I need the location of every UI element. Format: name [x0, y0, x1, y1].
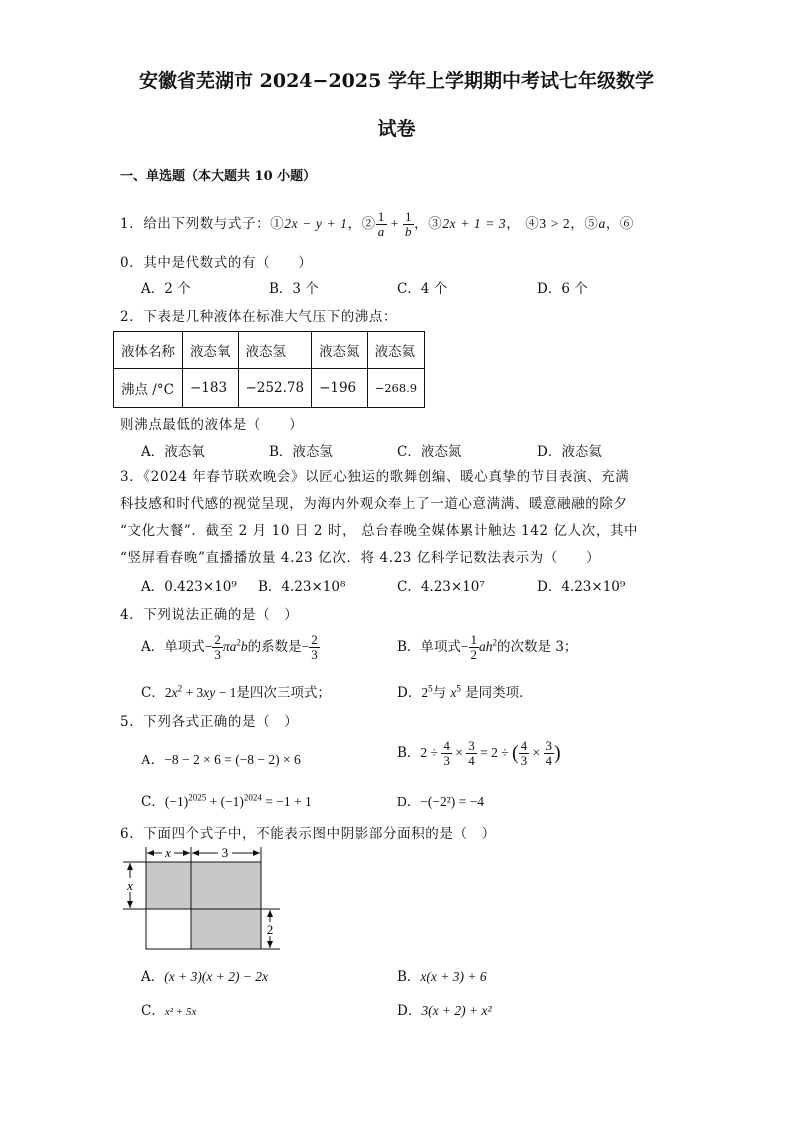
unshaded-region	[146, 909, 191, 949]
table-cell: −268.9	[367, 369, 425, 408]
table-row	[114, 369, 425, 408]
shaded-top-region	[146, 862, 261, 909]
fraction-1-over-a: $\frac{1}{a}$	[377, 209, 385, 239]
table-header-cell: 液态氢	[238, 332, 312, 369]
section-heading: 一、单选题（本大题共 10 小题）	[120, 169, 317, 184]
fraction-1-over-b: $\frac{1}{b}$	[405, 209, 413, 239]
question-1-stem-cont: 0．其中是代数式的有（ ）	[120, 255, 313, 271]
table-row	[114, 332, 425, 369]
question-3-line3: “文化大餐”．截至 2 月 10 日 2 时， 总台春晚全媒体累计触达 142 亿人次，其中	[120, 523, 639, 539]
q2-option-a[interactable]: A．液态氧	[141, 444, 205, 460]
q5-option-d[interactable]: D．−(−2²) = −4	[397, 794, 484, 809]
q5-option-a[interactable]: A．−8 − 2 × 6 = (−8 − 2) × 6	[141, 752, 301, 767]
q6-option-a[interactable]: A．(x + 3)(x + 2) − 2x	[141, 969, 269, 985]
question-3-line1: 3．《2024 年春节联欢晚会》以匠心独运的歌舞创编、暖心真挚的节目表演、充满	[120, 469, 630, 485]
question-2-ask: 则沸点最低的液体是（ ）	[120, 417, 304, 433]
q6-option-d[interactable]: D．3(x + 2) + x²	[397, 1003, 492, 1019]
top-x-label: x	[165, 845, 171, 860]
q1-option-c[interactable]: C．4 个	[397, 281, 448, 297]
table-cell: −252.78	[238, 369, 312, 408]
table-header-cell: 液体名称	[114, 332, 183, 369]
question-5-stem: 5．下列各式正确的是（ ）	[120, 714, 299, 730]
q1-option-d[interactable]: D．6 个	[537, 281, 588, 297]
top-3-label: 3	[221, 845, 229, 860]
q3-option-a[interactable]: A．0.423×10⁹	[141, 579, 237, 595]
q2-option-d[interactable]: D．液态氦	[537, 444, 602, 460]
left-x-label: x	[127, 878, 133, 893]
question-4-stem: 4．下列说法正确的是（ ）	[120, 607, 299, 623]
q3-option-c[interactable]: C．4.23×10⁷	[397, 579, 485, 595]
table-header-cell: 液态氦	[367, 332, 425, 369]
table-cell: −196	[312, 369, 368, 408]
q5-option-c[interactable]: C．$(-1)^{2025} + (-1)^{2024} = -1 + 1$	[141, 792, 312, 810]
q2-option-b[interactable]: B．液态氢	[269, 444, 333, 460]
q2-option-c[interactable]: C．液态氮	[397, 444, 462, 460]
question-3-line4: “竖屏看春晚”直播播放量 4.23 亿次．将 4.23 亿科学记数法表示为（ ）	[120, 550, 601, 566]
q4-option-c[interactable]: C．$2x^2 + 3xy - 1$是四次三项式；	[141, 683, 331, 701]
right-2-label: 2	[266, 922, 274, 937]
q4-option-b[interactable]: B．单项式− $\frac{1}{2}$ $ah^2$的次数是 3；	[397, 632, 578, 662]
document-title-line2: 试卷	[377, 118, 416, 140]
shaded-bottom-right-region	[191, 909, 261, 949]
document-title-line1: 安徽省芜湖市 2024−2025 学年上学期期中考试七年级数学	[139, 70, 654, 92]
q1-option-b[interactable]: B．3 个	[269, 281, 319, 297]
boiling-point-table	[113, 331, 425, 408]
question-6-stem: 6．下面四个式子中，不能表示图中阴影部分面积的是（ ）	[120, 826, 496, 842]
table-cell: −183	[183, 369, 239, 408]
q6-option-c[interactable]: C．x² + 5x	[141, 1003, 197, 1019]
q3-option-d[interactable]: D．4.23×10⁹	[537, 579, 626, 595]
table-cell: 沸点 /°C	[114, 369, 183, 408]
question-3-line2: 科技感和时代感的视觉呈现，为海内外观众奉上了一道心意满满、暖意融融的除夕	[120, 496, 628, 512]
q5-option-b[interactable]: B．2 ÷ $\frac{4}{3}$ × $\frac{3}{4}$ = 2 ÷ ( $\frac{4}{3}$ × $\frac{3}{4}$ )	[397, 738, 561, 768]
q6-option-b[interactable]: B．x(x + 3) + 6	[397, 969, 487, 985]
shaded-area-figure	[118, 842, 288, 954]
q3-option-b[interactable]: B．4.23×10⁸	[258, 579, 346, 595]
table-header-cell: 液态氮	[312, 332, 368, 369]
table-header-cell: 液态氧	[183, 332, 239, 369]
q1-option-a[interactable]: A．2 个	[141, 281, 191, 297]
question-2-stem: 2．下表是几种液体在标准大气压下的沸点：	[120, 309, 398, 325]
q4-option-d[interactable]: D．$2^5$与 $x^5$ 是同类项．	[397, 683, 533, 701]
q4-option-a[interactable]: A．单项式− $\frac{2}{3}$ $\pi a^2b$的系数是− $\frac{2}{3}$	[141, 632, 318, 662]
question-1-stem: 1．给出下列数与式子：①2x − y + 1，② $\frac{1}{a}$ + $\frac{1}{b}$ ，③2x + 1 = 3， ④3 > 2，⑤a，⑥	[120, 209, 635, 239]
